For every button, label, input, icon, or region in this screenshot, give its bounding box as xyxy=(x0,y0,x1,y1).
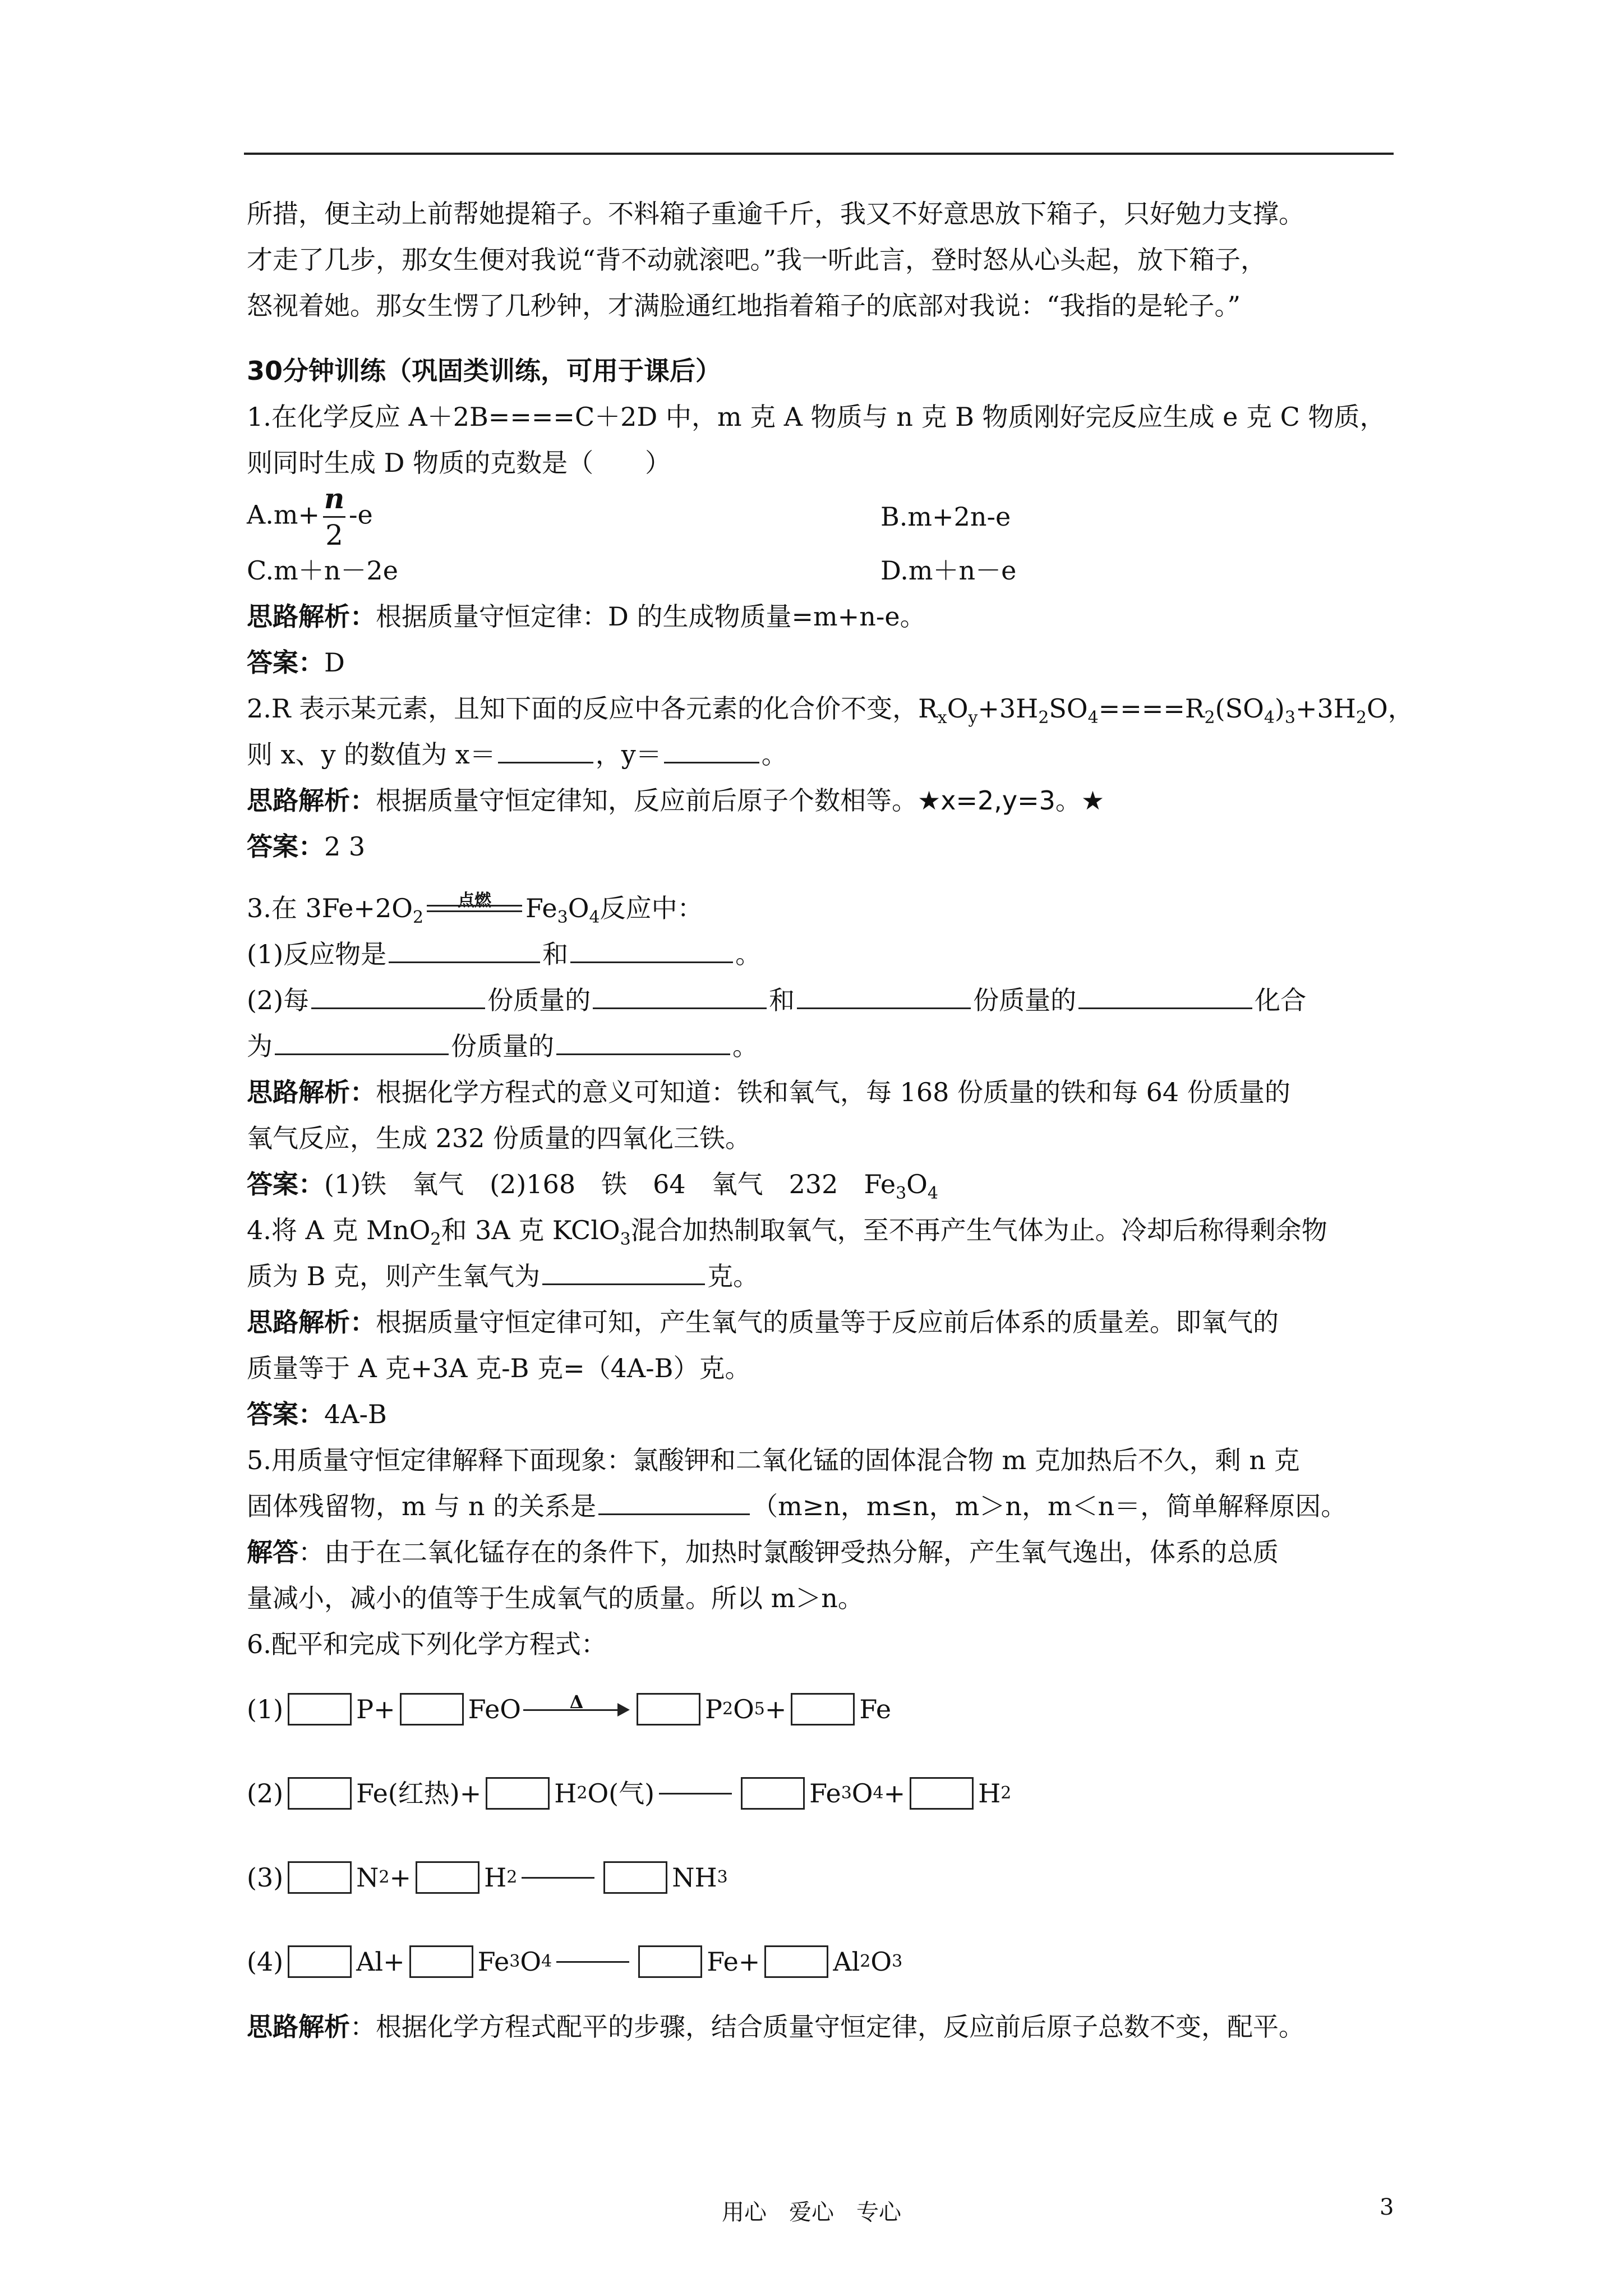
q6-analysis: 思路解析：根据化学方程式配平的步骤，结合质量守恒定律，反应前后原子总数不变，配平。 xyxy=(247,2012,1304,2042)
coefficient-box[interactable] xyxy=(288,1777,352,1810)
coefficient-box[interactable] xyxy=(764,1945,828,1978)
q6-equation-3: (3) N 2 + H 2 NH 3 xyxy=(247,1862,728,1893)
q1-analysis: 思路解析：根据质量守恒定律：D 的生成物质量=m+n-e。 xyxy=(247,601,926,632)
q6-equation-2: (2) Fe(红热)+ H 2 O(气) Fe 3 O 4 + H 2 xyxy=(247,1778,1012,1809)
q4-line-2: 质为 B 克，则产生氧气为 克。 xyxy=(247,1261,759,1291)
fraction: $\frac{n}{2}$ xyxy=(324,481,345,551)
answer-blank[interactable] xyxy=(498,739,593,763)
q5-line-2: 固体残留物，m 与 n 的关系是 （m≥n，m≤n，m＞n，m＜n＝，简单解释原因。 xyxy=(247,1491,1347,1521)
q2-answer: 答案：2 3 xyxy=(247,831,366,862)
q1-answer: 答案：D xyxy=(247,647,345,678)
answer-blank[interactable] xyxy=(593,985,767,1009)
q6-equation-4: (4) Al+ Fe 3 O 4 Fe+ Al 2 O 3 xyxy=(247,1947,903,1977)
answer-blank[interactable] xyxy=(598,1491,750,1515)
page-number: 3 xyxy=(1380,2194,1394,2220)
coefficient-box[interactable] xyxy=(288,1861,352,1894)
story-line-3: 怒视着她。那女生愣了几秒钟，才满脸通红地指着箱子的底部对我说：“我指的是轮子。” xyxy=(247,291,1241,321)
story-line-1: 所措，便主动上前帮她提箱子。不料箱子重逾千斤，我又不好意思放下箱子，只好勉力支撑。 xyxy=(247,199,1304,229)
coefficient-box[interactable] xyxy=(400,1693,464,1726)
story-line-2: 才走了几步，那女生便对我说“背不动就滚吧。”我一听此言，登时怒从心头起，放下箱子， xyxy=(247,245,1267,275)
q5-line-1: 5.用质量守恒定律解释下面现象：氯酸钾和二氧化锰的固体混合物 m 克加热后不久，剩 n 克 xyxy=(247,1445,1300,1475)
coefficient-box[interactable] xyxy=(741,1777,805,1810)
page-footer: 用心 爱心 专心 xyxy=(722,2200,901,2225)
answer-blank[interactable] xyxy=(797,985,971,1009)
document-body xyxy=(247,191,1414,2050)
q1-option-c: C.m＋n－2e xyxy=(247,555,398,586)
q4-answer: 答案：4A-B xyxy=(247,1399,387,1429)
q1-option-b: B.m+2n-e xyxy=(880,501,1011,532)
q3-answer: 答案：(1)铁 氧气 (2)168 铁 64 氧气 232 $Fe_3O_4$ xyxy=(247,1169,938,1203)
q5-solution-2: 量减小，减小的值等于生成氧气的质量。所以 m＞n。 xyxy=(247,1583,864,1613)
coefficient-box[interactable] xyxy=(637,1693,700,1726)
coefficient-box[interactable] xyxy=(603,1861,667,1894)
answer-blank[interactable] xyxy=(664,739,759,763)
coefficient-box[interactable] xyxy=(638,1945,702,1978)
q3-sub-3: 为 份质量的 。 xyxy=(247,1031,758,1061)
q1-option-d: D.m＋n－e xyxy=(880,555,1017,586)
reaction-arrow: 点燃 xyxy=(427,899,522,922)
q4-line-1: 4.将 A 克 MnO$_2$和 3A 克 KClO$_3$混合加热制取氧气，至不再产生气体为止。冷却后称得剩余物 xyxy=(247,1215,1327,1249)
reaction-dash xyxy=(522,1877,594,1879)
q1-option-a: A.m+ $\frac{n}{2}$ -e xyxy=(247,481,373,551)
coefficient-box[interactable] xyxy=(288,1693,352,1726)
q1-options-row-2 xyxy=(247,547,1396,593)
answer-blank[interactable] xyxy=(1078,985,1252,1009)
q3-line-1: 3.在 $3Fe+2O_2$ 点燃 $Fe_3O_4$反应中： xyxy=(247,891,703,927)
q2-line-1: 2.R 表示某元素，且知下面的反应中各元素的化合价不变，$R_xO_y+3H_2SO_4====R_2(SO_4)_3+3H_2O$， xyxy=(247,693,1414,728)
heat-arrow: Δ xyxy=(523,1698,630,1720)
answer-blank[interactable] xyxy=(389,939,540,963)
q3-analysis-2: 氧气反应，生成 232 份质量的四氧化三铁。 xyxy=(247,1123,751,1153)
coefficient-box[interactable] xyxy=(409,1945,473,1978)
answer-blank[interactable] xyxy=(542,1261,705,1285)
coefficient-box[interactable] xyxy=(416,1861,479,1894)
answer-blank[interactable] xyxy=(275,1031,449,1055)
answer-blank[interactable] xyxy=(570,939,733,963)
q2-analysis: 思路解析：根据质量守恒定律知，反应前后原子个数相等。★x=2,y=3。★ xyxy=(247,785,1105,816)
q1-options-row-1 xyxy=(247,481,1396,551)
coefficient-box[interactable] xyxy=(791,1693,855,1726)
coefficient-box[interactable] xyxy=(910,1777,974,1810)
header-rule xyxy=(244,153,1394,155)
reaction-dash xyxy=(659,1793,732,1795)
q4-analysis-2: 质量等于 A 克+3A 克-B 克=（4A-B）克。 xyxy=(247,1353,751,1383)
reaction-dash xyxy=(556,1961,629,1963)
answer-blank[interactable] xyxy=(556,1031,730,1055)
q3-sub-1: (1)反应物是 和 。 xyxy=(247,939,762,969)
q2-line-2: 则 x、y 的数值为 x＝ ，y＝ 。 xyxy=(247,739,787,770)
section-title: 30分钟训练（巩固类训练，可用于课后） xyxy=(247,356,722,386)
q6-equation-1: (1) P+ FeO Δ P 2 O 5 + Fe xyxy=(247,1691,892,1724)
q1-line-1: 1.在化学反应 A＋2B====C＋2D 中，m 克 A 物质与 n 克 B 物质刚好完反应生成 e 克 C 物质， xyxy=(247,402,1386,432)
q4-analysis-1: 思路解析：根据质量守恒定律可知，产生氧气的质量等于反应前后体系的质量差。即氧气的 xyxy=(247,1307,1279,1337)
coefficient-box[interactable] xyxy=(288,1945,352,1978)
answer-blank[interactable] xyxy=(311,985,485,1009)
q6-title: 6.配平和完成下列化学方程式： xyxy=(247,1629,607,1659)
coefficient-box[interactable] xyxy=(486,1777,550,1810)
q5-solution-1: 解答：由于在二氧化锰存在的条件下，加热时氯酸钾受热分解，产生氧气逸出，体系的总质 xyxy=(247,1537,1279,1567)
q3-analysis-1: 思路解析：根据化学方程式的意义可知道：铁和氧气，每 168 份质量的铁和每 64 份质量的 xyxy=(247,1077,1290,1107)
q3-sub-2: (2)每 份质量的 和 份质量的 化合 xyxy=(247,985,1307,1015)
q1-line-2: 则同时生成 D 物质的克数是（ ） xyxy=(247,448,671,478)
